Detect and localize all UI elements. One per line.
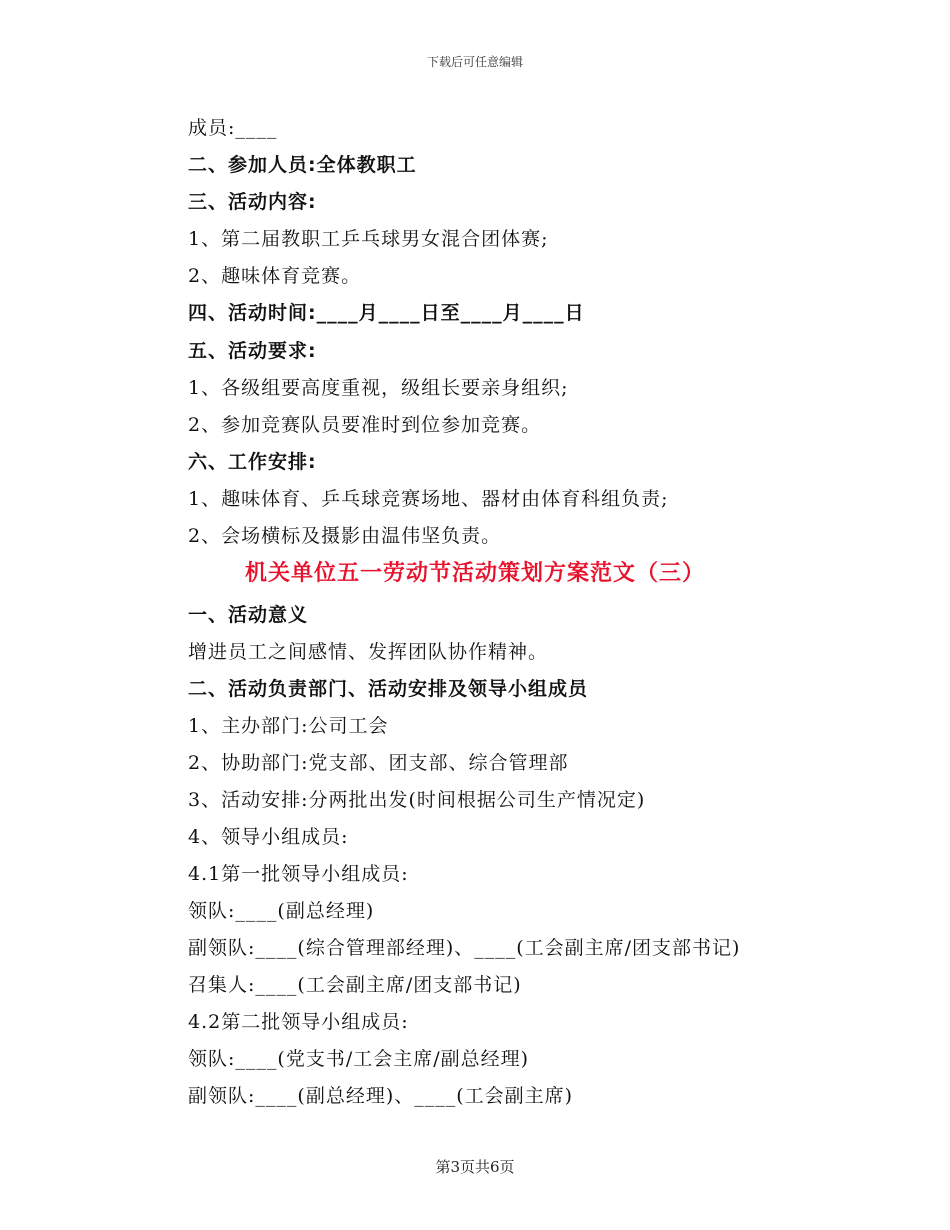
section-heading: 三、活动内容: xyxy=(188,191,317,213)
text-line: 2、参加竞赛队员要准时到位参加竞赛。 xyxy=(188,414,542,436)
section-heading: 一、活动意义 xyxy=(188,604,309,626)
text-line: 2、趣味体育竞赛。 xyxy=(188,265,362,287)
text-line: 4.1第一批领导小组成员: xyxy=(188,863,409,885)
section-heading: 六、工作安排: xyxy=(188,451,317,473)
page-header-note: 下载后可任意编辑 xyxy=(426,55,523,69)
page-number: 第3页共6页 xyxy=(435,1158,515,1176)
text-line: 2、会场横标及摄影由温伟坚负责。 xyxy=(188,525,502,547)
text-line: 副领队:____(综合管理部经理)、____(工会副主席/团支部书记) xyxy=(188,937,741,959)
text-line: 领队:____(党支书/工会主席/副总经理) xyxy=(188,1048,530,1070)
section-heading: 二、活动负责部门、活动安排及领导小组成员 xyxy=(188,678,589,700)
text-line: 副领队:____(副总经理)、____(工会副主席) xyxy=(188,1085,574,1107)
section-heading: 四、活动时间:____月____日至____月____日 xyxy=(188,302,585,324)
text-line: 3、活动安排:分两批出发(时间根据公司生产情况定) xyxy=(188,789,646,811)
text-line: 召集人:____(工会副主席/团支部书记) xyxy=(188,974,522,996)
text-line: 1、主办部门:公司工会 xyxy=(188,715,389,737)
document-title: 机关单位五一劳动节活动策划方案范文（三） xyxy=(244,561,705,586)
text-line: 2、协助部门:党支部、团支部、综合管理部 xyxy=(188,752,569,774)
section-heading: 五、活动要求: xyxy=(188,340,317,362)
text-line: 成员:____ xyxy=(188,117,278,139)
text-line: 4.2第二批领导小组成员: xyxy=(188,1011,409,1033)
text-line: 1、趣味体育、乒乓球竞赛场地、器材由体育科组负责; xyxy=(188,488,669,510)
text-line: 增进员工之间感情、发挥团队协作精神。 xyxy=(188,641,549,663)
text-line: 4、领导小组成员: xyxy=(188,826,349,848)
text-line: 1、第二届教职工乒乓球男女混合团体赛; xyxy=(188,228,549,250)
section-heading: 二、参加人员:全体教职工 xyxy=(188,154,417,176)
text-line: 领队:____(副总经理) xyxy=(188,900,375,922)
text-line: 1、各级组要高度重视，级组长要亲身组织; xyxy=(188,377,569,399)
